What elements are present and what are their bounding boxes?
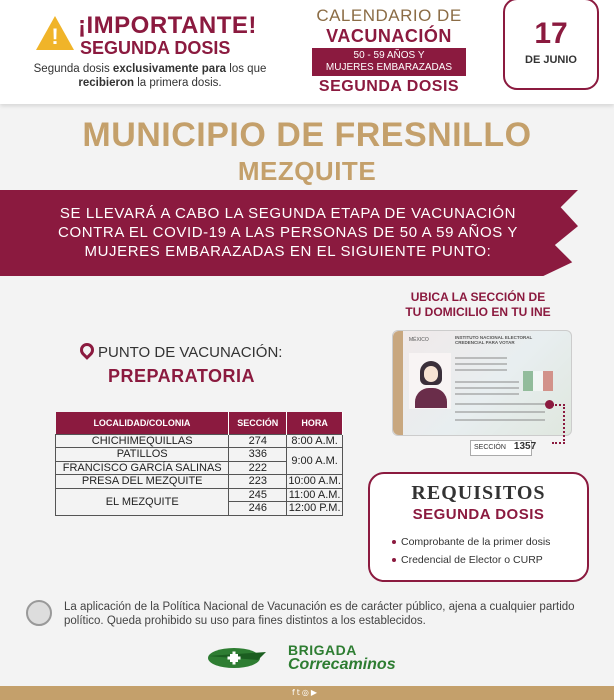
requirements-box	[368, 472, 589, 582]
calendar-line1: CALENDARIO DE	[316, 6, 462, 25]
ine-highlight-bracket	[552, 404, 565, 444]
cell-seccion: 246	[229, 502, 287, 516]
government-seal-icon	[26, 600, 52, 626]
cell-hora: 12:00 P.M.	[288, 502, 341, 515]
calendar-band-line1: 50 - 59 AÑOS Y	[353, 50, 425, 61]
requirement-item: Comprobante de la primer dosis	[392, 536, 550, 548]
ine-text-line	[455, 411, 545, 413]
ine-section-label: SECCIÓN	[474, 444, 506, 451]
ine-text-line	[455, 387, 519, 389]
brigada-label: BRIGADA	[288, 642, 357, 658]
ine-photo-face	[424, 366, 438, 382]
ine-country: MÉXICO	[409, 337, 429, 343]
cell-seccion: 223	[229, 475, 287, 489]
header-seccion: SECCIÓN	[229, 412, 287, 434]
important-description: Segunda dosis exclusivamente para los que recibieron la primera dosis.	[33, 63, 267, 89]
banner-line1: SE LLEVARÁ A CABO LA SEGUNDA ETAPA DE VACUNACIÓN	[59, 205, 517, 222]
ine-watermark	[523, 371, 553, 391]
important-title: ¡IMPORTANTE!	[78, 12, 257, 39]
requirements-title: REQUISITOS	[411, 482, 546, 504]
cell-hora: 11:00 A.M.	[288, 488, 341, 501]
ine-title-line2: TU DOMICILIO EN TU INE	[405, 305, 551, 319]
ine-text-line	[455, 381, 519, 383]
calendar-band	[312, 48, 466, 76]
date-badge	[503, 0, 599, 90]
cell-localidad: CHICHIMEQUILLAS	[56, 434, 229, 448]
ine-section-callout	[470, 440, 537, 456]
date-day: 17	[534, 17, 568, 50]
twitter-icon: t	[296, 688, 302, 697]
ine-text-line	[455, 419, 545, 421]
table-row	[56, 448, 343, 462]
cell-localidad: FRANCISCO GARCÍA SALINAS	[56, 461, 229, 475]
banner-line3: MUJERES EMBARAZADAS EN EL SIGUIENTE PUNTO:	[84, 243, 492, 260]
point-label: PUNTO DE VACUNACIÓN:	[98, 344, 283, 361]
municipality-title: MUNICIPIO DE FRESNILLO	[82, 116, 532, 154]
ine-section-value: 1357	[513, 441, 537, 452]
cell-hora: 9:00 A.M.	[287, 448, 343, 475]
table-header-row	[56, 412, 343, 434]
requirements-subtitle: SEGUNDA DOSIS	[412, 506, 545, 523]
warning-mark: !	[51, 24, 59, 49]
bullet-icon	[392, 558, 396, 562]
brigada-logo-icon	[204, 642, 274, 670]
table-row	[56, 488, 343, 502]
requirement-item: Credencial de Elector o CURP	[392, 554, 543, 566]
ine-title-line1: UBICA LA SECCIÓN DE	[410, 290, 546, 304]
locality-title: MEZQUITE	[237, 156, 377, 186]
ine-text-line	[455, 393, 519, 395]
cell-seccion: 222	[229, 461, 287, 475]
cell-localidad: EL MEZQUITE	[56, 488, 229, 515]
instagram-icon: ◎	[301, 688, 311, 697]
ine-title	[388, 290, 568, 320]
header-hora: HORA	[287, 412, 343, 434]
social-icons	[292, 688, 319, 697]
ine-card-header	[455, 335, 532, 345]
facebook-icon: f	[292, 688, 297, 697]
youtube-icon: ▶	[310, 688, 319, 697]
location-pin-icon	[77, 340, 97, 360]
header-localidad: LOCALIDAD/COLONIA	[56, 412, 229, 434]
cell-localidad: PATILLOS	[56, 448, 229, 462]
calendar-title	[306, 6, 472, 96]
info-banner-text	[18, 204, 558, 261]
cell-seccion: 245	[229, 488, 287, 502]
ine-text-line	[455, 357, 507, 359]
ine-card-image	[392, 330, 572, 436]
cell-seccion: 336	[229, 448, 287, 462]
ine-text-line	[455, 403, 545, 405]
point-name: PREPARATORIA	[108, 366, 256, 386]
ine-head-line2: CREDENCIAL PARA VOTAR	[455, 340, 515, 345]
correcaminos-label: Correcaminos	[288, 656, 396, 673]
table-row	[56, 434, 343, 448]
cell-hora: 10:00 A.M.	[288, 475, 341, 488]
cell-seccion: 274	[229, 434, 287, 448]
schedule-table	[55, 412, 343, 516]
table-row	[56, 475, 343, 489]
ine-text-line	[455, 369, 507, 371]
ine-card-strip	[393, 331, 403, 435]
ine-head-line1: INSTITUTO NACIONAL ELECTORAL	[455, 335, 533, 340]
important-subtitle: SEGUNDA DOSIS	[80, 38, 231, 58]
bullet-icon	[392, 540, 396, 544]
banner-line2: CONTRA EL COVID-19 A LAS PERSONAS DE 50 A 59 AÑOS Y	[58, 224, 518, 241]
disclaimer-text: La aplicación de la Política Nacional de Vacunación es de carácter público, ajena a cualquier partido político. Queda prohibido su uso para fines distintos a los establecidos.	[64, 601, 575, 627]
cell-localidad: PRESA DEL MEZQUITE	[56, 475, 229, 489]
calendar-line3: SEGUNDA DOSIS	[318, 78, 460, 95]
date-month: DE JUNIO	[525, 54, 577, 66]
cell-hora: 8:00 A.M.	[287, 434, 343, 448]
ine-text-line	[455, 363, 507, 365]
ine-photo-body	[415, 388, 447, 408]
calendar-band-line2: MUJERES EMBARAZADAS	[325, 62, 453, 73]
calendar-line2: VACUNACIÓN	[326, 26, 452, 46]
